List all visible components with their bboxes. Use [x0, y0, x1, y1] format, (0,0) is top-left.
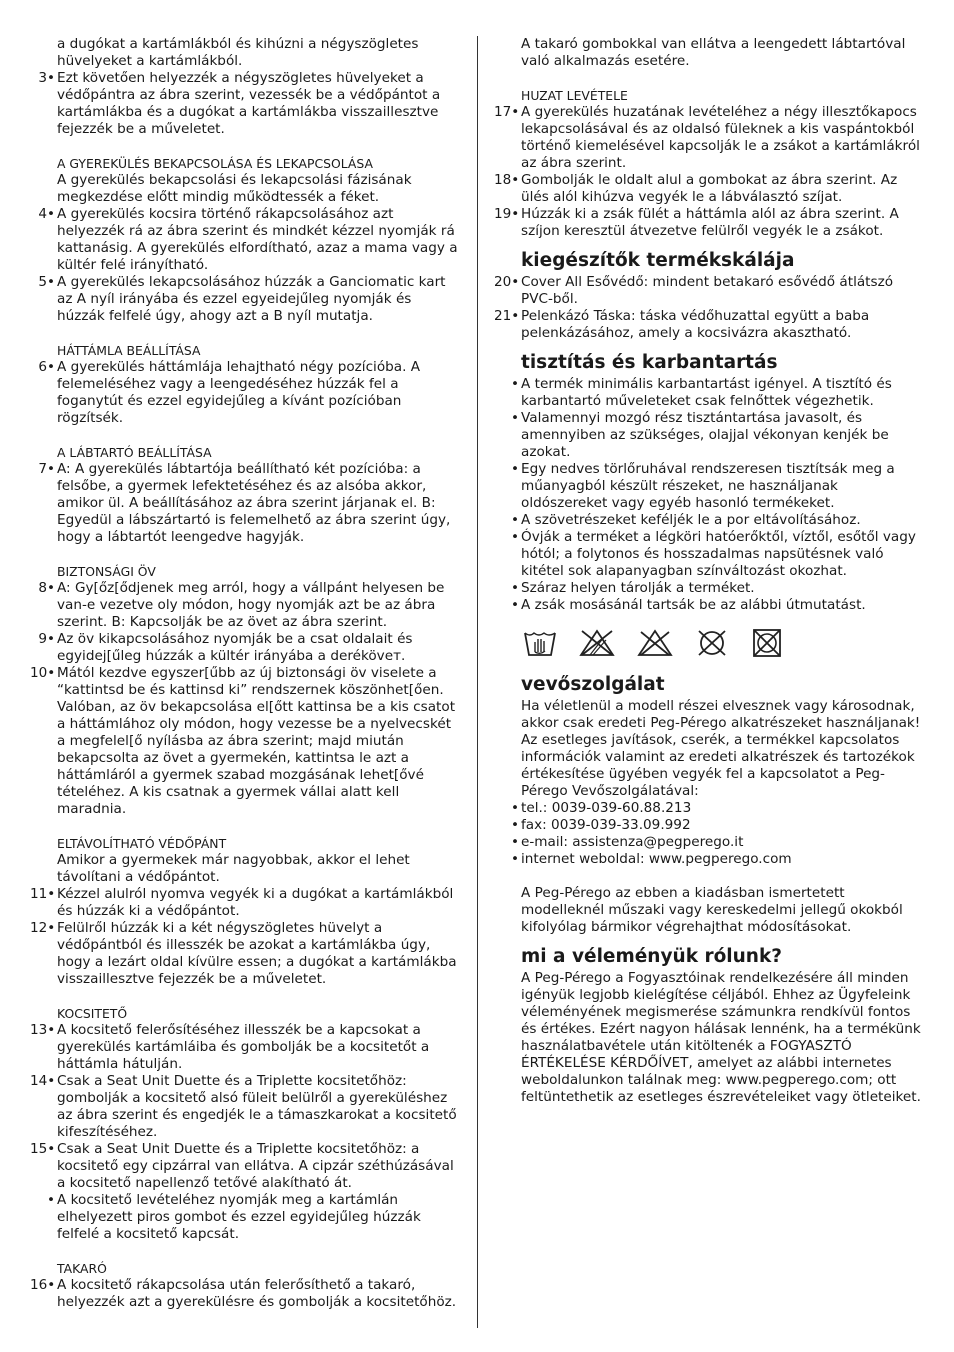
paragraph: a dugókat a kartámlákból és kihúzni a négyszögletes hüvelyeket a kartámlákból.	[57, 36, 419, 69]
item-number: 12•	[30, 920, 56, 936]
section-heading: tisztítás és karbantartás	[521, 352, 778, 373]
list-item	[30, 580, 462, 631]
spacer	[30, 427, 462, 444]
item-text: A kocsitető rákapcsolása után felerősíthető a takaró, helyezzék azt a gyerekülésre és gombolják a kocsitetőhöz.	[57, 1277, 457, 1310]
list-item	[30, 1141, 462, 1192]
section-subheading: KOCSITETŐ	[57, 1006, 128, 1021]
item-number: •	[510, 529, 519, 545]
list-item	[494, 206, 924, 240]
item-text: internet weboldal: www.pegperego.com	[521, 851, 792, 867]
item-text: Száraz helyen tárolják a terméket.	[521, 580, 755, 596]
item-text: A gyerekülés huzatának levételéhez a négy illesztőkapocs lekapcsolásával és az oldalsó füleknek a kis vaspántokból történő kiemelésével kapcsolják le a zsákot a kartámlákról az ábra szerint.	[521, 104, 920, 171]
do-not-iron-icon	[637, 628, 673, 658]
item-text: Óvják a terméket a légköri hatóerőktől, víztől, esőtől vagy hótól; a folytonos és hosszadalmas napsütésnek való kitétel sok alapanyagban színváltozást okozhat.	[521, 529, 916, 579]
item-number: 19•	[494, 206, 520, 222]
list-item	[30, 206, 462, 274]
item-text: A kocsitető levételéhez nyomják meg a kartámlán elhelyezett piros gombot és ezzel egyidejűleg húzzák felfelé a kocsitető kapcsát.	[57, 1192, 421, 1242]
list-item	[494, 461, 924, 512]
list-item	[494, 834, 924, 851]
item-number: •	[46, 1192, 55, 1208]
item-number: 4•	[38, 206, 55, 222]
left-column	[30, 36, 462, 1311]
item-text: Egy nedves törlőruhával rendszeresen tisztítsák meg a műanyagból készült részeket, ne használjanak oldószereket vagy egyéb hasonló termékeket.	[521, 461, 895, 511]
spacer	[30, 138, 462, 155]
spacer	[30, 1243, 462, 1260]
paragraph: A Peg-Pérego az ebben a kiadásban ismertetett modelleknél műszaki vagy kereskedelmi jellegű okokból kifolyólag bármikor végrehajthat módosításokat.	[521, 885, 903, 935]
hand-wash-icon	[523, 628, 557, 658]
list-item	[494, 410, 924, 461]
list-item	[494, 851, 924, 868]
list-item	[30, 1192, 462, 1243]
do-not-dry-clean-icon	[695, 628, 729, 658]
list-item	[30, 70, 462, 138]
section-subheading: TAKARÓ	[57, 1261, 107, 1276]
item-text: A kocsitető felerősítéséhez illesszék be a kapcsokat a gyerekülés kartámláiba és gombolják be a kocsitetőt a háttámla hátulján.	[57, 1022, 430, 1072]
section-subheading: A LÁBTARTÓ BEÁLLÍTÁSA	[57, 445, 212, 460]
item-text: Húzzák ki a zsák fülét a háttámla alól az ábra szerint. A szíjon keresztül átvezetve felülről vegyék le a zsákot.	[521, 206, 899, 239]
list-item	[30, 665, 462, 818]
item-text: A szövetrészeket keféljék le a por eltávolításához.	[521, 512, 861, 528]
list-item	[494, 172, 924, 206]
item-number: 8•	[38, 580, 55, 596]
section-heading: kiegészítők termékskálája	[521, 250, 795, 271]
list-item	[30, 1022, 462, 1073]
item-number: 3•	[38, 70, 55, 86]
list-item	[494, 817, 924, 834]
item-number: 20•	[494, 274, 520, 290]
item-text: A gyerekülés lekapcsolásához húzzák a Ganciomatic kart az A nyíl irányába és ezzel egyeidejűleg nyomják és húzzák felfelé úgy, ahogy azt a B nyíl mutatja.	[57, 274, 446, 324]
item-text: fax: 0039-039-33.09.992	[521, 817, 691, 833]
list-item	[30, 631, 462, 665]
item-number: •	[510, 580, 519, 596]
section-subheading: ELTÁVOLÍTHATÓ VÉDŐPÁNT	[57, 836, 227, 851]
item-text: A: A gyerekülés lábtartója beállítható két pozícióba: a felsőbe, a gyermek lefektetéséhez és az alsóba akkor, amikor ül. A beállításához az ábra szerint járjanak el. B: Egyedül a lábszártartó is felemelhető az ábra szerint úgy, hogy a lábtartót leengedve hagyják.	[57, 461, 451, 545]
item-number: •	[510, 851, 519, 867]
list-item	[494, 376, 924, 410]
item-number: 15•	[30, 1141, 56, 1157]
paragraph: A Peg-Pérego a Fogyasztóinak rendelkezésére áll minden igényük legjobb kielégítése céljából. Ehhez az Ügyfeleink véleményének megismerése számunkra rendkívül fontos és értékes. Ezért nagyon hálásak lennénk, ha a termékünk használatbavétele után kitöltenék a FOGYASZTÓ ÉRTÉKELÉSE KÉRDŐÍVET, amelyet az alábbi internetes weboldalunkon találnak meg: www.pegperego.com; ott feltüntethetik az esetleges észrevételeiket vagy ötleteiket.	[521, 970, 921, 1105]
list-item	[494, 104, 924, 172]
paragraph: A takaró gombokkal van ellátva a leengedett lábtartóval való alkalmazás esetére.	[521, 36, 906, 69]
section-subheading: HÁTTÁMLA BEÁLLÍTÁSA	[57, 343, 201, 358]
spacer	[30, 988, 462, 1005]
item-number: 7•	[38, 461, 55, 477]
section-subheading: HUZAT LEVÉTELE	[521, 88, 628, 103]
item-text: A zsák mosásánál tartsák be az alábbi útmutatást.	[521, 597, 866, 613]
list-item	[30, 274, 462, 325]
list-item	[30, 886, 462, 920]
item-text: Csak a Seat Unit Duette és a Triplette kocsitetőhöz: gombolják a kocsitető alsó füleit belülről a gyereküléshez az ábra szerint és engedjék le a támaszkarokat a kocsitető kifeszítéséhez.	[57, 1073, 457, 1140]
item-text: Cover All Esővédő: mindent betakaró esővédő átlátszó PVC-ből.	[521, 274, 894, 307]
list-item	[30, 920, 462, 988]
spacer	[30, 546, 462, 563]
item-text: A: Gy[őz[ődjenek meg arról, hogy a vállpánt helyesen be van-e vezetve oly módon, hogy nyomják azt be az ábra szerint. B: Kapcsolják be az övet az ábra szerint.	[57, 580, 445, 630]
item-number: 11•	[30, 886, 56, 902]
item-text: Csak a Seat Unit Duette és a Triplette kocsitetőhöz: a kocsitető egy cipzárral van ellátva. A cipzár széthúzásával a kocsitető napellenző tetővé alakítható át.	[57, 1141, 454, 1191]
column-divider	[477, 36, 478, 1328]
item-number: 9•	[38, 631, 55, 647]
list-item	[30, 461, 462, 546]
spacer	[30, 818, 462, 835]
item-text: A gyerekülés kocsira történő rákapcsolásához azt helyezzék rá az ábra szerint és mindkét kézzel nyomják rá kattanásig. A gyerekülés elfordítható, azaz a mama vagy a kültér felé irányítható.	[57, 206, 458, 273]
item-text: A gyerekülés háttámlája lehajtható négy pozícióba. A felemeléséhez vagy a leengedéséhez húzzák fel a foganytút és ezzel egyidejűleg a kívánt pozícióban rögzítsék.	[57, 359, 421, 426]
item-number: •	[510, 800, 519, 816]
item-number: 5•	[38, 274, 55, 290]
list-item	[30, 1073, 462, 1141]
item-text: tel.: 0039-039-60.88.213	[521, 800, 692, 816]
item-number: •	[510, 410, 519, 426]
item-text: A termék minimális karbantartást igényel. A tisztító és karbantartó műveleteket csak felnőttek végezhetik.	[521, 376, 892, 409]
section-subheading: BIZTONSÁGI ÖV	[57, 564, 156, 579]
item-number: •	[510, 461, 519, 477]
item-number: •	[510, 834, 519, 850]
spacer	[30, 325, 462, 342]
list-item	[494, 512, 924, 529]
spacer	[494, 70, 924, 87]
list-item	[30, 359, 462, 427]
item-text: Pelenkázó Táska: táska védőhuzattal együtt a baba pelenkázásához, amely a kocsivázra akasztható.	[521, 308, 870, 341]
list-item	[494, 308, 924, 342]
item-text: Az öv kikapcsolásához nyomják be a csat oldalait és egyidej[űleg húzzák a kültér irányába a deréköveт.	[57, 631, 413, 664]
item-text: Ezt követően helyezzék a négyszögletes hüvelyeket a védőpántra az ábra szerint, vezessék be a védőpántot a kartámlákba és a dugókat a kartámlákba visszaillesztve fejezzék be a műveletet.	[57, 70, 441, 137]
item-number: 14•	[30, 1073, 56, 1089]
section-subheading: A GYEREKÜLÉS BEKAPCSOLÁSA ÉS LEKAPCSOLÁSA	[57, 156, 373, 171]
list-item	[494, 800, 924, 817]
item-text: Gombolják le oldalt alul a gombokat az ábra szerint. Az ülés alól kihúzva vegyék le a lábválasztó szíjat.	[521, 172, 898, 205]
paragraph: Ha véletlenül a modell részei elvesznek vagy károsodnak, akkor csak eredeti Peg-Pérego alkatrészeket használjanak! Az esetleges javítások, cserék, a termékkel kapcsolatos információk valamint az eredeti alkatrészek és tartozékok értékesítése ügyében vegyék fel a kapcsolatot a Peg-Pérego Vevőszolgálatával:	[521, 698, 921, 799]
spacer	[494, 868, 924, 885]
do-not-tumble-dry-icon	[751, 628, 783, 658]
paragraph: Amikor a gyermekek már nagyobbak, akkor el lehet távolítani a védőpántot.	[57, 852, 410, 885]
item-text: e-mail: assistenza@pegperego.it	[521, 834, 744, 850]
section-heading: vevőszolgálat	[521, 674, 665, 695]
item-number: •	[510, 817, 519, 833]
list-item	[494, 529, 924, 580]
item-number: 16•	[30, 1277, 56, 1293]
item-number: 13•	[30, 1022, 56, 1038]
item-text: Kézzel alulról nyomva vegyék ki a dugókat a kartámlákból és húzzák ki a védőpántot.	[57, 886, 454, 919]
paragraph: A gyerekülés bekapcsolási és lekapcsolási fázisának megkezdése előtt mindig működtessék a féket.	[57, 172, 412, 205]
item-number: 17•	[494, 104, 520, 120]
section-heading: mi a véleményük rólunk?	[521, 946, 782, 967]
list-item	[494, 274, 924, 308]
item-text: Valamennyi mozgó rész tisztántartása javasolt, és amennyiben az szükséges, olajjal vékonyan kenjék be azokat.	[521, 410, 889, 460]
list-item	[494, 580, 924, 597]
item-number: •	[510, 376, 519, 392]
item-number: •	[510, 597, 519, 613]
item-number: 6•	[38, 359, 55, 375]
item-number: •	[510, 512, 519, 528]
do-not-bleach-icon	[579, 628, 615, 658]
item-number: 21•	[494, 308, 520, 324]
right-column	[494, 36, 924, 1106]
item-text: Mától kezdve egyszer[űbb az új biztonsági öv viselete a “kattintsd be és kattinsd ki” rendszernek köszönhet[ően. Valóban, az öv bekapcsolása el[őtt kattinsa be a kis csatot a háttámlához oly módon, hogy vezesse be a nyelvecskét a megfelel[ő nyílásba az ábra szerint; majd miután bekapcsolta az övet a gyermekén, kattintsa le azt a háttámláról a gyermek szabad mozgásának lehet[ővé tételéhez. A kis csatnak a gyermek vállai alatt kell maradnia.	[57, 665, 456, 817]
item-text: Felülről húzzák ki a két négyszögletes hüvelyt a védőpántból és illesszék be azokat a kartámlákba úgy, hogy a lezárt oldal kívülre essen; a dugókat a kartámlákba visszaillesztve fejezzék be a műveletet.	[57, 920, 457, 987]
list-item	[30, 1277, 462, 1311]
item-number: 10•	[30, 665, 56, 681]
list-item	[494, 597, 924, 614]
item-number: 18•	[494, 172, 520, 188]
care-symbols	[494, 628, 924, 658]
